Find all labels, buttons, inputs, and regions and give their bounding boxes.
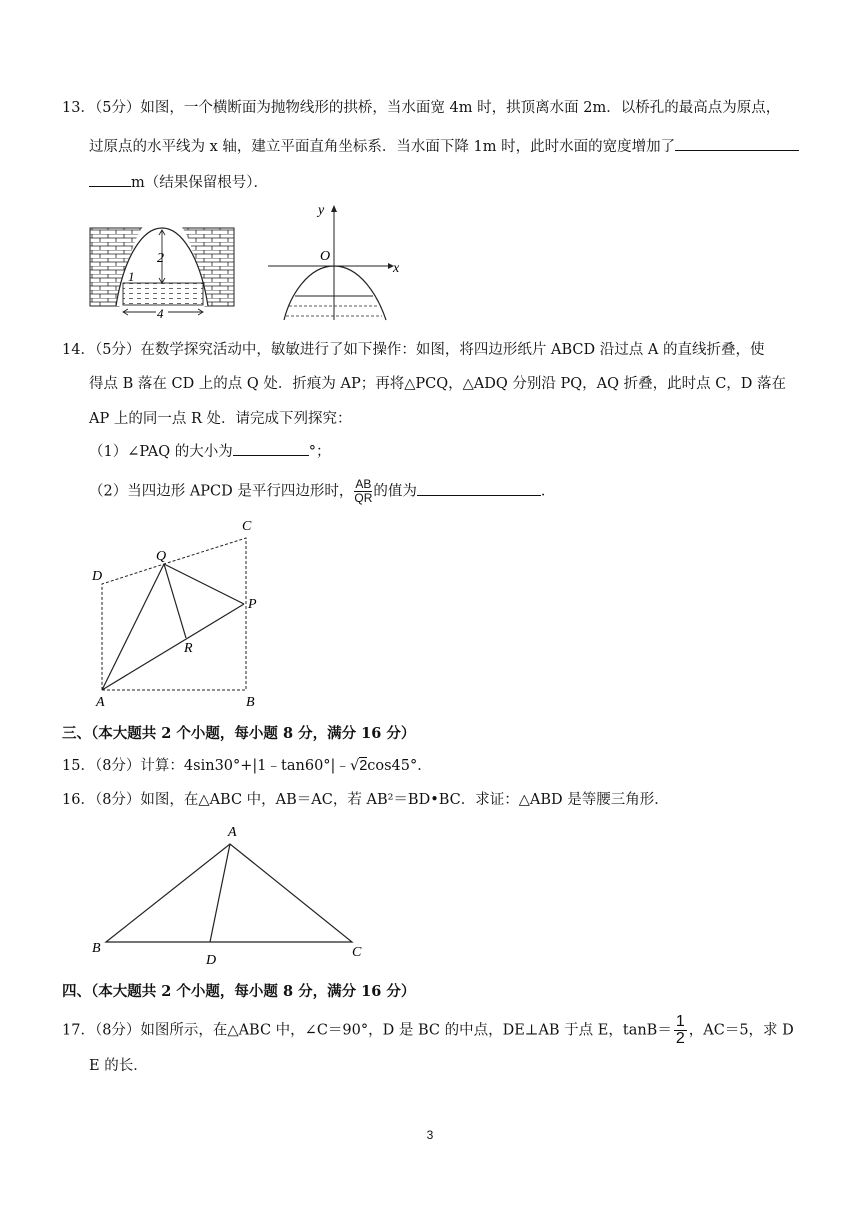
q16-label-c: C	[352, 945, 362, 960]
page-number: 3	[426, 1128, 434, 1142]
q14-label-c: C	[242, 519, 252, 534]
q14-frac-den: QR	[354, 491, 373, 505]
q15-prefix: 15．（8分）计算：4sin30°+|1﹣tan60°|﹣	[62, 758, 350, 774]
q14-sub2-suffix: ．	[540, 483, 556, 500]
q14-line3: AP 上的同一点 R 处．请完成下列探究：	[89, 411, 352, 427]
q14-line1: 14．（5分）在数学探究活动中，敏敏进行了如下操作：如图，将四边形纸片 ABCD 沿过点 A 的直线折叠，使	[62, 342, 765, 358]
q14-figure	[86, 514, 276, 710]
section-4-heading: 四、（本大题共 2 个小题，每小题 8 分，满分 16 分）	[62, 983, 416, 1000]
q14-label-r: R	[184, 641, 193, 656]
q14-label-b: B	[246, 695, 255, 710]
q13-line3	[89, 172, 268, 193]
q15-suffix: cos45°．	[367, 758, 432, 774]
q17-line1	[62, 1014, 794, 1047]
q17-frac-den: 2	[675, 1030, 685, 1047]
q13-answer-blank-b[interactable]	[89, 172, 131, 187]
q17-fraction	[674, 1014, 687, 1047]
q14-sub2-mid: 的值为	[373, 483, 417, 500]
q13-line2-text: 过原点的水平线为 x 轴，建立平面直角坐标系．当水面下降 1m 时，此时水面的宽度增加了	[89, 139, 676, 155]
q14-sub2	[89, 478, 555, 505]
q16-line: 16．（8分）如图，在△ABC 中，AB＝AC，若 AB²＝BD•BC．求证：△ABD 是等腰三角形．	[62, 792, 669, 808]
q13-answer-blank-a[interactable]	[675, 136, 799, 151]
q17-prefix: 17．（8分）如图所示，在△ABC 中，∠C＝90°，D 是 BC 的中点，DE⊥AB 于点 E，tanB＝	[62, 1022, 672, 1039]
q13-axis-x: x	[393, 261, 400, 276]
q17-suffix: ，AC＝5，求 D	[688, 1022, 794, 1039]
q16-label-b: B	[92, 941, 101, 956]
q13-origin-label: O	[320, 249, 331, 264]
section-3-heading: 三、（本大题共 2 个小题，每小题 8 分，满分 16 分）	[62, 725, 416, 742]
q15-sqrt-value: 2	[359, 758, 368, 774]
q14-sub1-prefix: （1）∠PAQ 的大小为	[89, 444, 233, 460]
q16-label-a: A	[228, 825, 237, 840]
q13-label-2: 2	[157, 251, 164, 266]
q14-label-a: A	[96, 695, 105, 710]
q13-line2	[89, 136, 799, 157]
q14-sub1-suffix: °；	[308, 444, 331, 460]
q17-frac-num: 1	[675, 1013, 685, 1030]
q13-line1: 13．（5分）如图，一个横断面为抛物线形的拱桥，当水面宽 4m 时，拱顶离水面 2m．以桥孔的最高点为原点，	[62, 100, 781, 116]
q14-sub2-prefix: （2）当四边形 APCD 是平行四边形时，	[89, 483, 354, 500]
q13-bridge-figure	[88, 226, 236, 320]
q14-label-p: P	[248, 597, 257, 612]
q14-sub1-blank[interactable]	[233, 441, 309, 456]
q13-label-1: 1	[128, 269, 135, 284]
q14-sub1	[89, 441, 331, 462]
q14-frac-num: AB	[355, 477, 372, 491]
q13-coordinate-figure	[262, 200, 410, 322]
q16-label-d: D	[206, 953, 217, 968]
q17-line2: E 的长．	[89, 1058, 148, 1074]
q14-label-q: Q	[156, 549, 167, 564]
q13-line3-suffix: m（结果保留根号）．	[131, 175, 268, 191]
q14-label-d: D	[92, 569, 103, 584]
q14-fraction	[354, 478, 372, 505]
q14-line2: 得点 B 落在 CD 上的点 Q 处．折痕为 AP；再将△PCQ，△ADQ 分别沿 PQ，AQ 折叠，此时点 C，D 落在	[89, 376, 787, 392]
q15-line	[62, 756, 432, 776]
q14-sub2-blank[interactable]	[417, 481, 541, 496]
q13-axis-y: y	[318, 203, 325, 218]
q13-label-4: 4	[157, 306, 164, 320]
q15-sqrt: √2	[349, 758, 368, 774]
q16-figure	[86, 818, 376, 970]
